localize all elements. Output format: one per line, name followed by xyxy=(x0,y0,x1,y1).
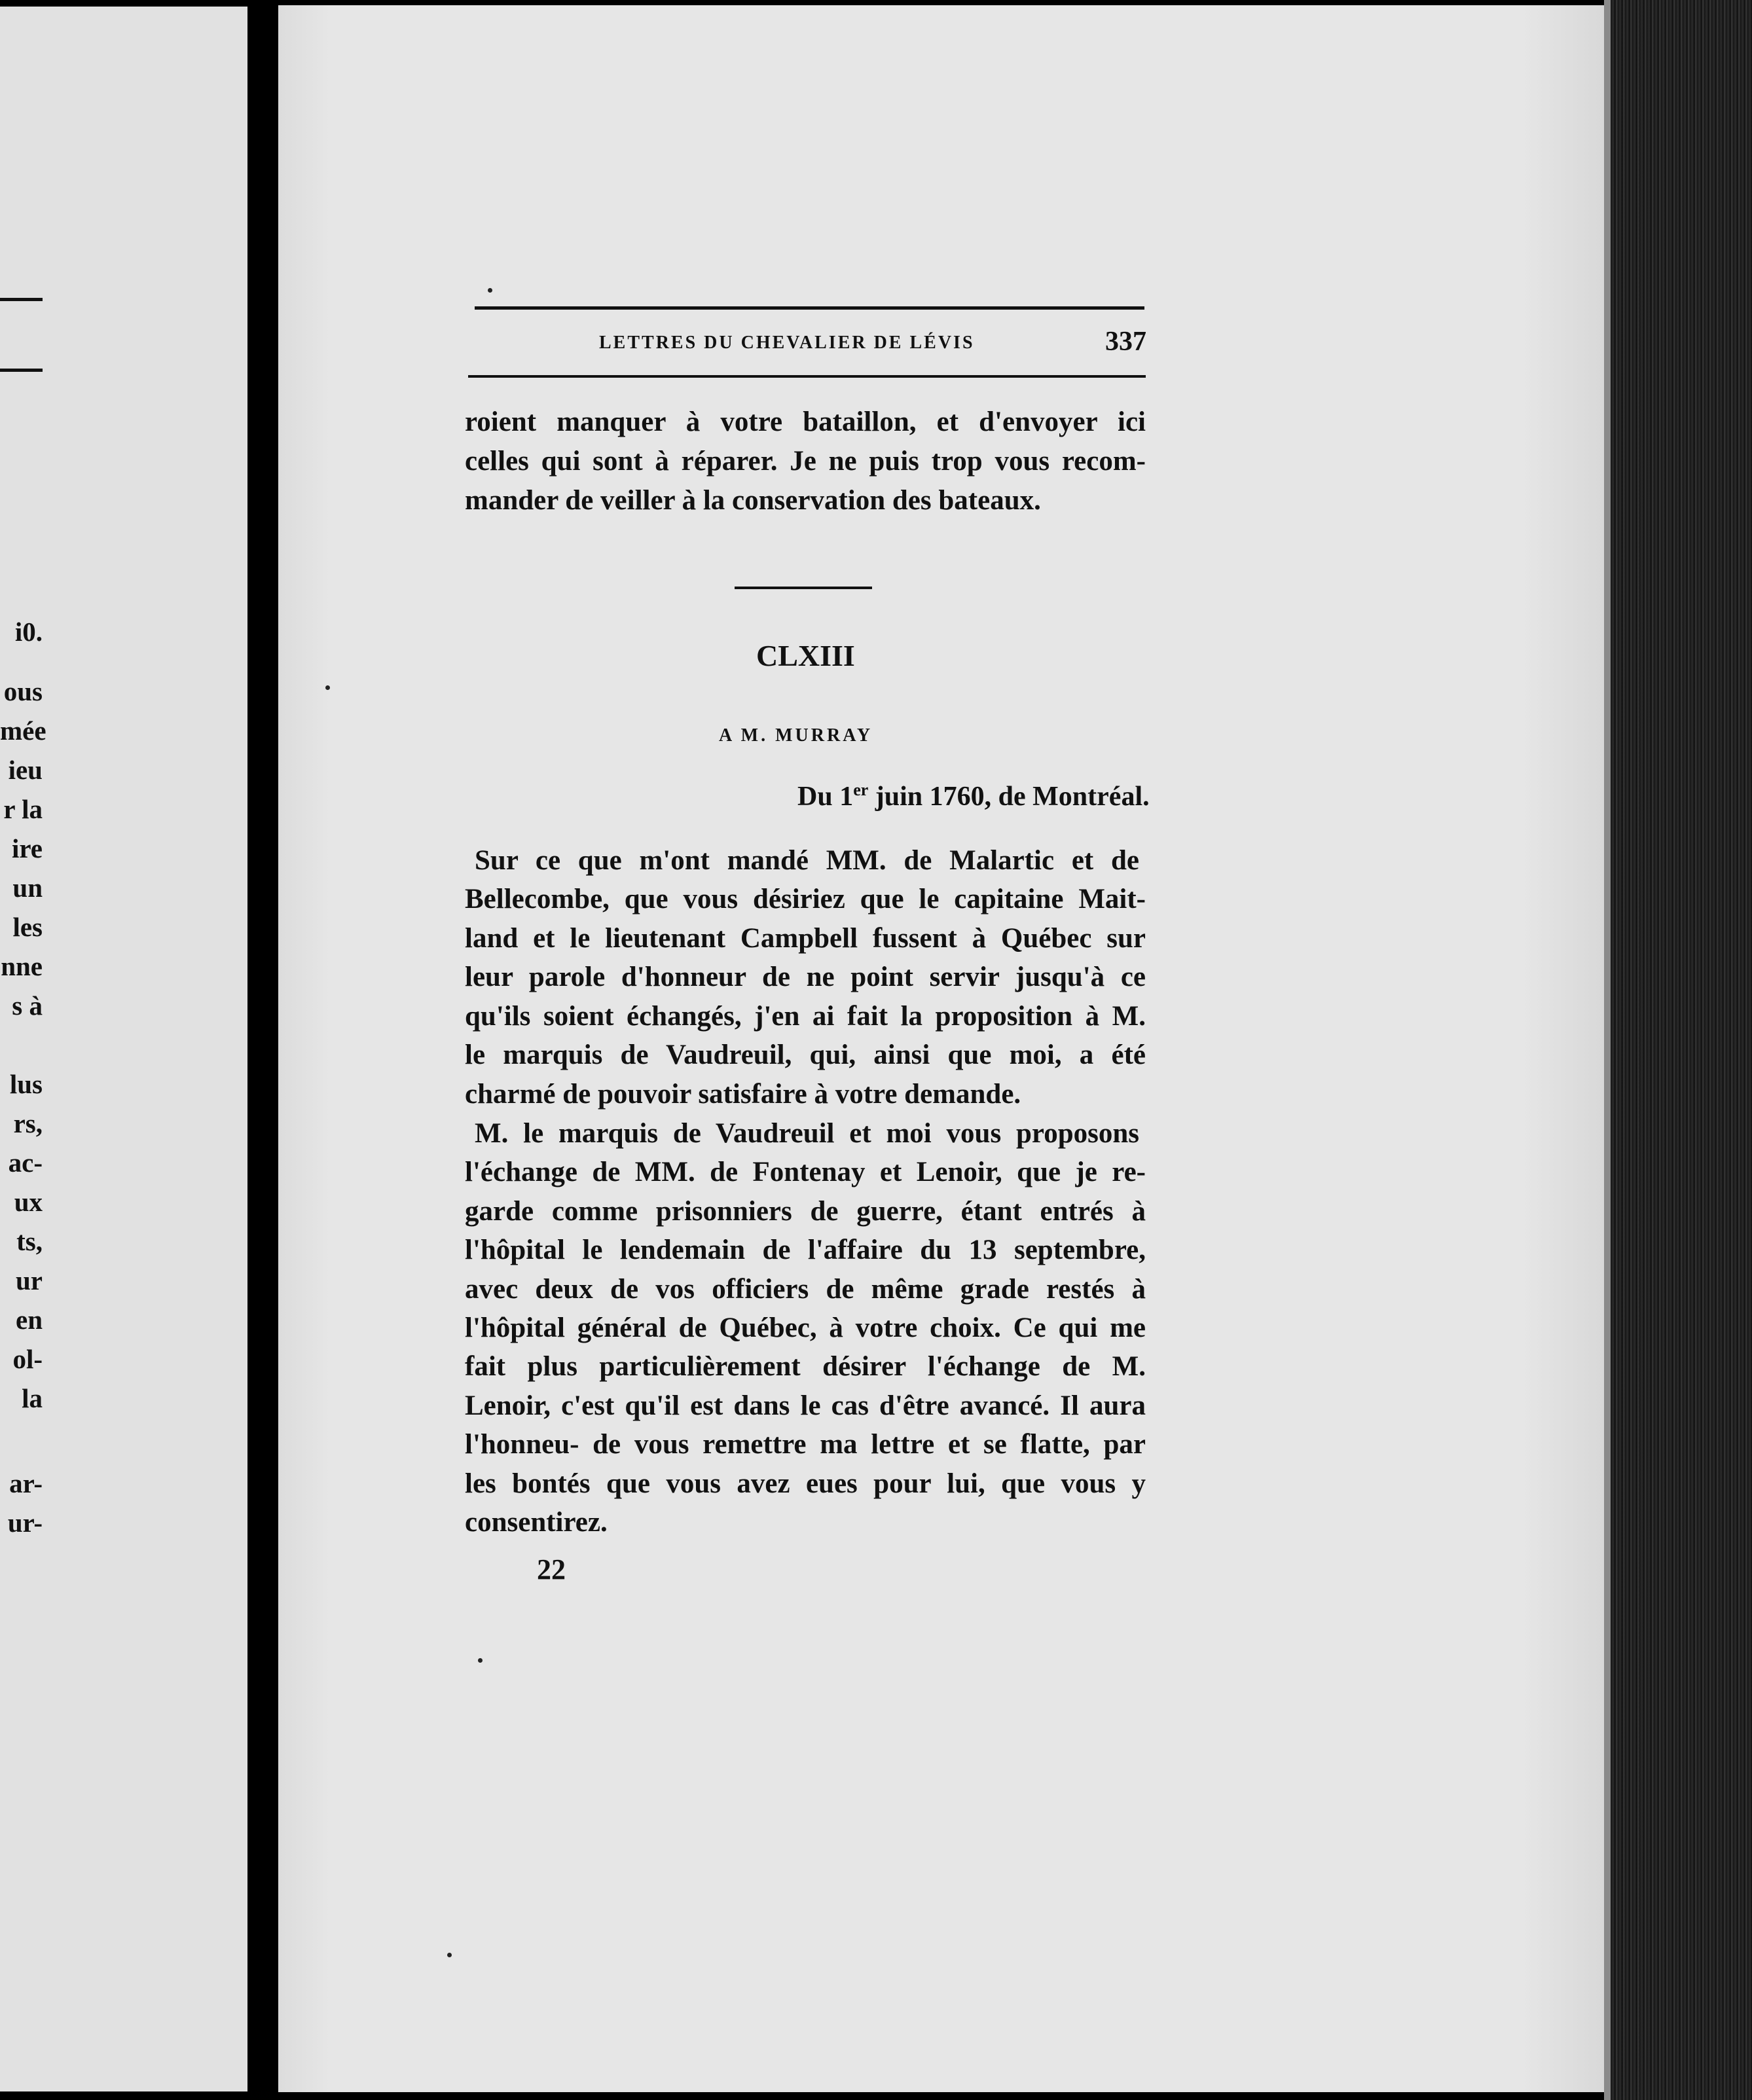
signature-mark: 22 xyxy=(537,1553,566,1585)
left-fragment: ur- xyxy=(7,1508,43,1538)
left-fragment: les xyxy=(12,912,43,942)
left-fragment: rs, xyxy=(13,1108,43,1138)
left-fragment: ux xyxy=(14,1187,43,1217)
left-fragment: nne xyxy=(1,951,43,981)
left-fragment: lus xyxy=(9,1069,43,1099)
date-prefix: Du 1 xyxy=(797,782,854,812)
body-line: l'hôpital le lendemain de l'affaire du 13 septembre, xyxy=(465,1235,1146,1265)
left-fragment: r la xyxy=(3,794,43,824)
body-line: garde comme prisonniers de guerre, étant entrés à xyxy=(465,1196,1146,1227)
left-fragment: ieu xyxy=(8,755,43,785)
body-line: Lenoir, c'est qu'il est dans le cas d'être avancé. Il aura xyxy=(465,1390,1146,1421)
body-line: celles qui sont à réparer. Je ne puis trop vous recom- xyxy=(465,446,1146,477)
ink-speck xyxy=(325,685,330,690)
body-line: M. le marquis de Vaudreuil et moi vous proposons xyxy=(475,1118,1139,1149)
date-superscript: er xyxy=(853,780,869,799)
body-line: l'échange de MM. de Fontenay et Lenoir, que je re- xyxy=(465,1157,1146,1187)
left-fragment: ur xyxy=(16,1265,43,1295)
ink-speck xyxy=(478,1658,483,1663)
left-page-rule xyxy=(0,369,43,372)
left-page-edge xyxy=(0,7,247,2091)
body-line: charmé de pouvoir satisfaire à votre demande. xyxy=(465,1079,1021,1110)
body-line: l'honneu- de vous remettre ma lettre et se flatte, par xyxy=(465,1429,1146,1460)
left-fragment: ar- xyxy=(9,1468,43,1498)
left-fragment: i0. xyxy=(14,617,43,647)
page-number: 337 xyxy=(1105,327,1146,357)
header-bottom-rule xyxy=(468,375,1146,378)
right-page-edge xyxy=(1604,0,1752,2100)
letter-number: CLXIII xyxy=(756,639,855,672)
body-line: l'hôpital général de Québec, à votre choix. Ce qui me xyxy=(465,1312,1146,1343)
date-rest: juin 1760, de Montréal. xyxy=(868,782,1150,812)
body-line: fait plus particulièrement désirer l'échange de M. xyxy=(465,1351,1146,1382)
left-fragment: ts, xyxy=(16,1226,43,1256)
body-line: consentirez. xyxy=(465,1507,608,1538)
ink-speck xyxy=(447,1953,452,1957)
body-line: leur parole d'honneur de ne point servir jusqu'à ce xyxy=(465,962,1146,992)
header-top-rule xyxy=(475,306,1144,310)
left-fragment: mée xyxy=(0,715,46,746)
book-gutter xyxy=(247,0,280,2100)
ink-speck xyxy=(488,288,492,293)
running-head: LETTRES DU CHEVALIER DE LÉVIS xyxy=(599,333,975,353)
body-line: Sur ce que m'ont mandé MM. de Malartic et de xyxy=(475,845,1139,876)
body-line: qu'ils soient échangés, j'en ai fait la proposition à M. xyxy=(465,1001,1146,1032)
section-divider xyxy=(735,587,872,589)
left-fragment: ac- xyxy=(8,1148,43,1178)
right-page-edge-highlight xyxy=(1604,0,1611,2100)
left-fragment: s à xyxy=(12,990,43,1021)
left-fragment: la xyxy=(22,1383,43,1413)
body-line: le marquis de Vaudreuil, qui, ainsi que moi, a été xyxy=(465,1040,1146,1070)
body-line: roient manquer à votre bataillon, et d'envoyer ici xyxy=(465,407,1146,437)
left-fragment: en xyxy=(16,1305,43,1335)
body-line: les bontés que vous avez eues pour lui, que vous y xyxy=(465,1468,1146,1499)
body-line: land et le lieutenant Campbell fussent à Québec sur xyxy=(465,923,1146,954)
letter-addressee: A M. MURRAY xyxy=(719,725,873,746)
body-line: Bellecombe, que vous désiriez que le capitaine Mait- xyxy=(465,884,1146,914)
left-fragment: un xyxy=(12,873,43,903)
left-fragment: ous xyxy=(3,676,43,706)
left-fragment: ire xyxy=(11,833,43,863)
letter-dateline xyxy=(797,781,1150,812)
body-line: mander de veiller à la conservation des bateaux. xyxy=(465,485,1041,516)
body-line: avec deux de vos officiers de même grade restés à xyxy=(465,1274,1146,1305)
left-page-rule xyxy=(0,298,43,301)
left-fragment: ol- xyxy=(12,1344,43,1374)
